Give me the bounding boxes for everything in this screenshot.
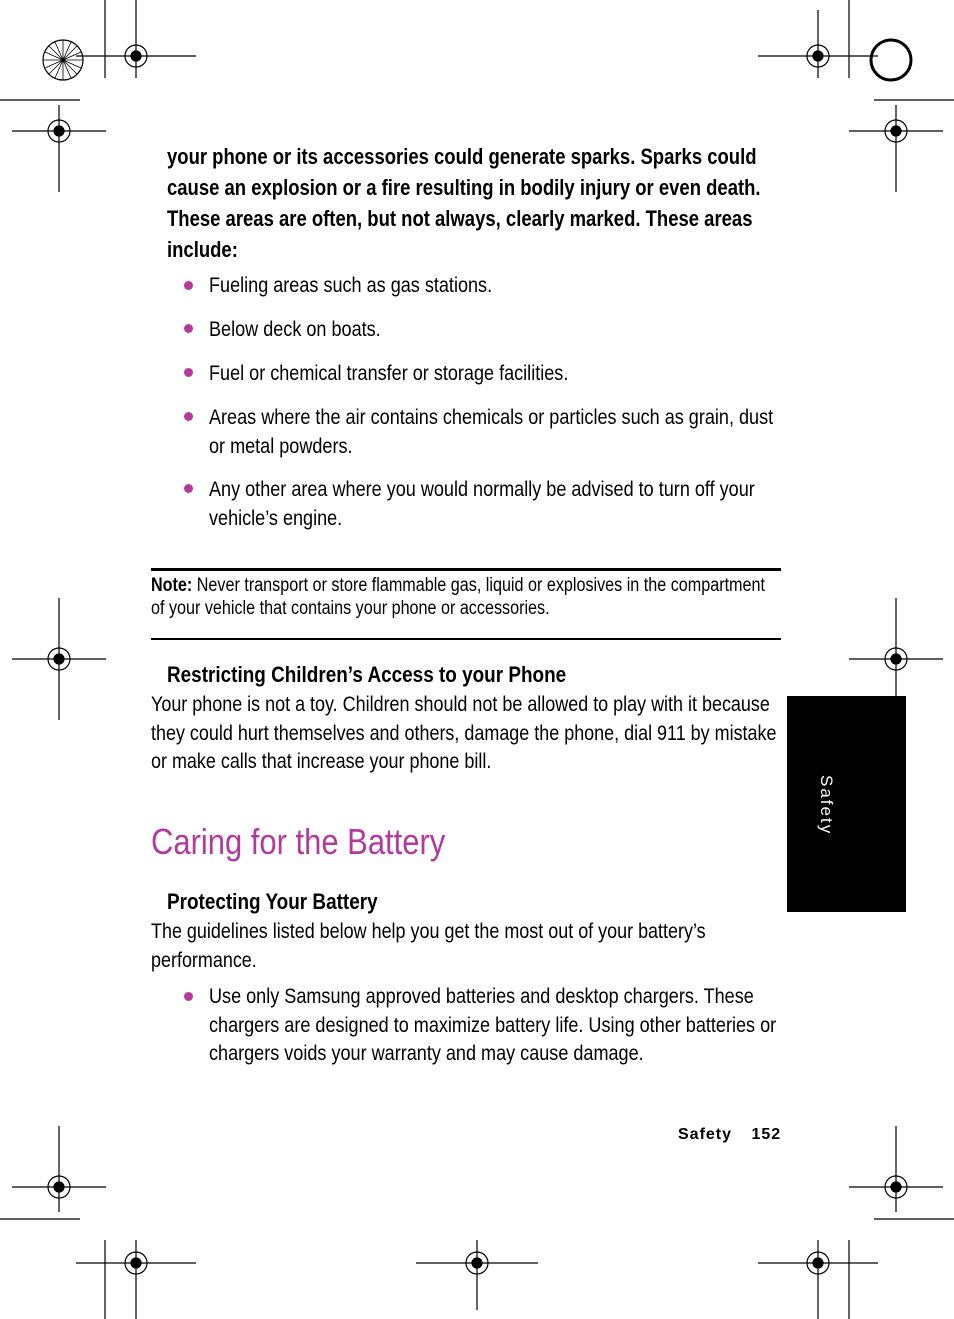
list-item: Use only Samsung approved batteries and desktop chargers. These chargers are designed to maximize battery life. Using other batteries or chargers voids your warranty and may cause damage.: [209, 985, 777, 1065]
note-label: Note:: [151, 575, 193, 596]
children-paragraph: Your phone is not a toy. Children should not be allowed to play with it because they could hurt themselves and others, damage the phone, dial 911 by mistake or make calls that increase your phone bill.: [151, 693, 777, 773]
chapter-title: Caring for the Battery: [151, 821, 446, 862]
section-heading-children: Restricting Children’s Access to your Phone: [167, 662, 567, 687]
battery-intro-paragraph: The guidelines listed below help you get the most out of your battery’s performance.: [151, 920, 706, 972]
list-item: Fueling areas such as gas stations.: [209, 274, 493, 297]
bullet-icon: [184, 484, 193, 493]
list-item: Below deck on boats.: [209, 318, 381, 341]
page-footer: [678, 1126, 781, 1144]
bullet-icon: [184, 992, 193, 1001]
bullet-icon: [184, 281, 193, 290]
list-item: Areas where the air contains chemicals or particles such as grain, dust or metal powders.: [209, 406, 774, 458]
registration-sunburst-icon: [43, 40, 83, 80]
note-box: [151, 574, 780, 620]
footer-section: Safety: [678, 1126, 733, 1143]
note-top-rule: [151, 568, 781, 571]
note-text: Never transport or store flammable gas, liquid or explosives in the compartment of your vehicle that contains your phone or accessories.: [151, 575, 765, 619]
warning-paragraph: your phone or its accessories could generate sparks. Sparks could cause an explosion or a fire resulting in bodily injury or even death. These areas are often, but not always, clearly marked. These areas include:: [167, 144, 761, 262]
bullet-icon: [184, 324, 193, 333]
bullet-icon: [184, 368, 193, 377]
section-heading-battery: Protecting Your Battery: [167, 889, 378, 914]
list-item: Fuel or chemical transfer or storage facilities.: [209, 362, 569, 385]
note-bottom-rule: [151, 638, 781, 640]
side-tab-label: Safety: [817, 775, 836, 836]
registration-circle-icon: [871, 40, 911, 80]
bullet-icon: [184, 412, 193, 421]
page-number: 152: [751, 1126, 782, 1143]
list-item: Any other area where you would normally be advised to turn off your vehicle’s engine.: [209, 478, 755, 530]
section-side-tab: [787, 696, 906, 912]
